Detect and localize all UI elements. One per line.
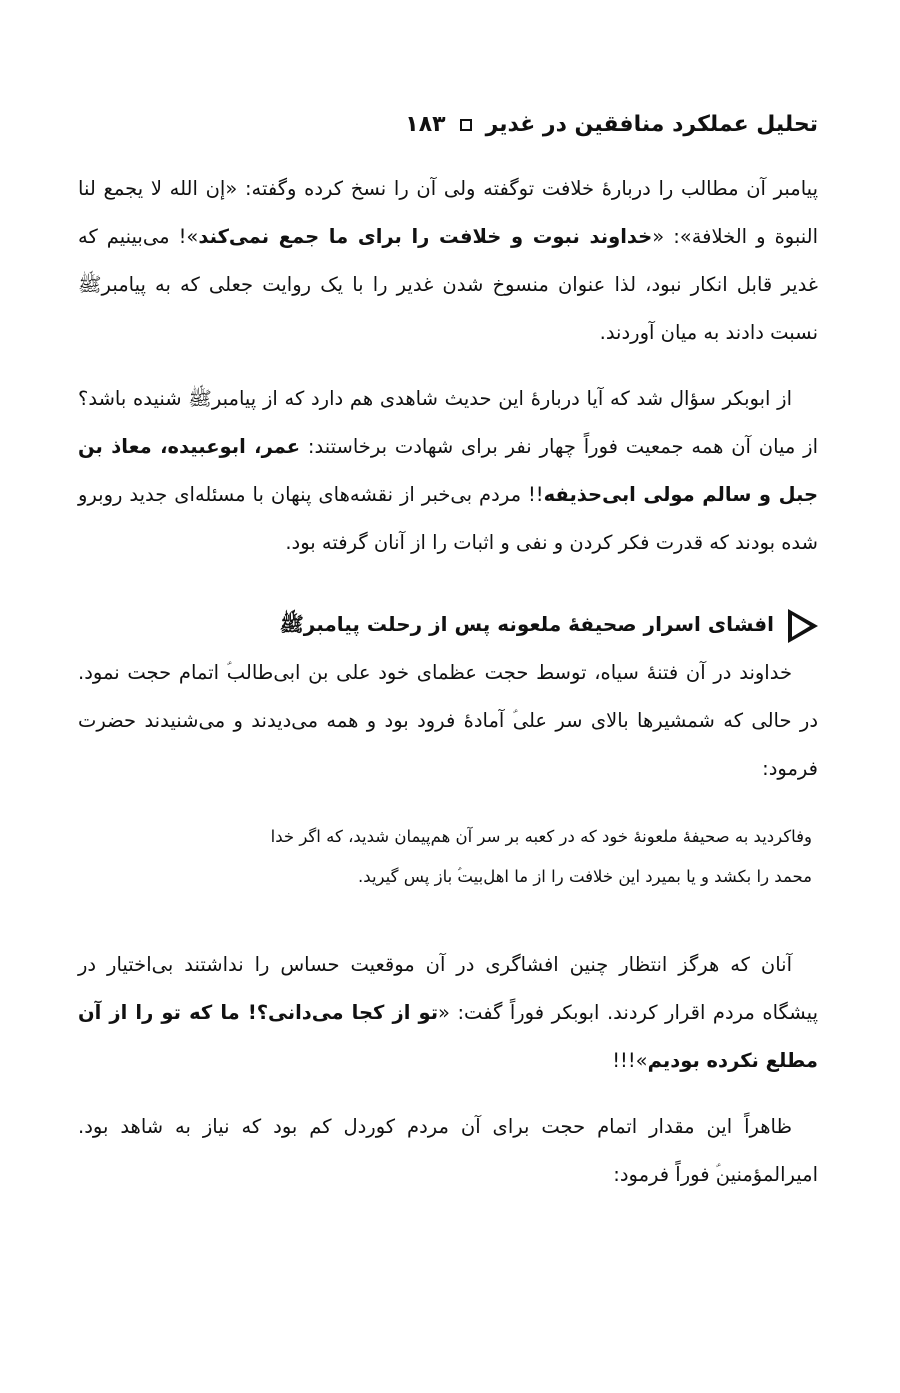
paragraph-3: خداوند در آن فتنۀ سیاه، توسط حجت عظمای خود علی بن ابی‌طالب‌ؑ اتمام حجت نمود. در حالی که شمشیرها بالای سر علی‌ؑ آمادۀ فرود بود و همه می‌دیدند و می‌شنیدند حضرت فرمود: (78, 661, 818, 780)
page-content (78, 112, 818, 1199)
paragraph-2 (78, 375, 818, 567)
section-heading (78, 603, 818, 649)
triangle-bullet-icon (788, 609, 818, 643)
paragraph-4 (78, 941, 818, 1085)
bold-phrase: عمر، ابوعبیده، معاذ بن جبل و سالم مولی ابی‌حذیفه (78, 435, 818, 506)
paragraph-5: ظاهراً این مقدار اتمام حجت برای آن مردم کوردل کم بود که نیاز به شاهد بود. امیرالمؤمنین‌ؑ فوراً فرمود: (78, 1115, 818, 1186)
paragraph-text: از ابوبکر سؤال شد که آیا دربارۀ این حدیث شاهدی هم دارد که از پیامبرﷺ شنیده باشد؟ از میان آن همه جمعیت فوراً چهار نفر برای شهادت برخاستند: (78, 387, 819, 458)
bold-phrase: خداوند نبوت و خلافت را برای ما جمع نمی‌کند (198, 225, 653, 248)
square-separator-icon (460, 119, 472, 131)
paragraph-1 (78, 165, 818, 357)
quote-line-1: وفاکردید به صحیفۀ ملعونۀ خود که در کعبه بر سر آن هم‌پیمان شدید، که اگر خدا (270, 827, 812, 846)
paragraph-text: آنان که هرگز انتظار چنین افشاگری در آن موقعیت حساس را نداشتند بی‌اختیار در پیشگاه مردم اقرار کردند. ابوبکر فوراً گفت: « (78, 953, 818, 1024)
quote-line-2: محمد را بکشد و یا بمیرد این خلافت را از ما اهل‌بیت‌ؑ باز پس گیرید. (358, 867, 812, 886)
header-title: تحلیل عملکرد منافقین در غدیر (485, 112, 818, 137)
section-heading-text: افشای اسرار صحیفۀ ملعونه پس از رحلت پیامبرﷺ (279, 611, 774, 636)
paragraph-text: »! می‌بینیم که غدیر قابل انکار نبود، لذا عنوان منسوخ شدن غدیر را با یک روایت جعلی که به پیامبرﷺ نسبت دادند به میان آوردند. (78, 225, 818, 344)
block-quote (78, 817, 818, 897)
page-number: ۱۸۳ (405, 112, 446, 137)
paragraph-text: »!!! (612, 1049, 648, 1072)
running-header (78, 112, 818, 137)
bold-phrase: تو از کجا می‌دانی؟! ما که تو را از آن مطلع نکرده بودیم (78, 1001, 818, 1072)
paragraph-text: !! مردم بی‌خبر از نقشه‌های پنهان با مسئله‌ای جدید روبرو شده بودند که قدرت فکر کردن و نفی و اثبات را از آنان گرفته بود. (78, 483, 818, 554)
paragraph-text: پیامبر آن مطالب را دربارۀ خلافت توگفته ولی آن را نسخ کرده وگفته: «إن الله لا یجمع لنا النبوة و الخلافة»: « (78, 177, 818, 248)
